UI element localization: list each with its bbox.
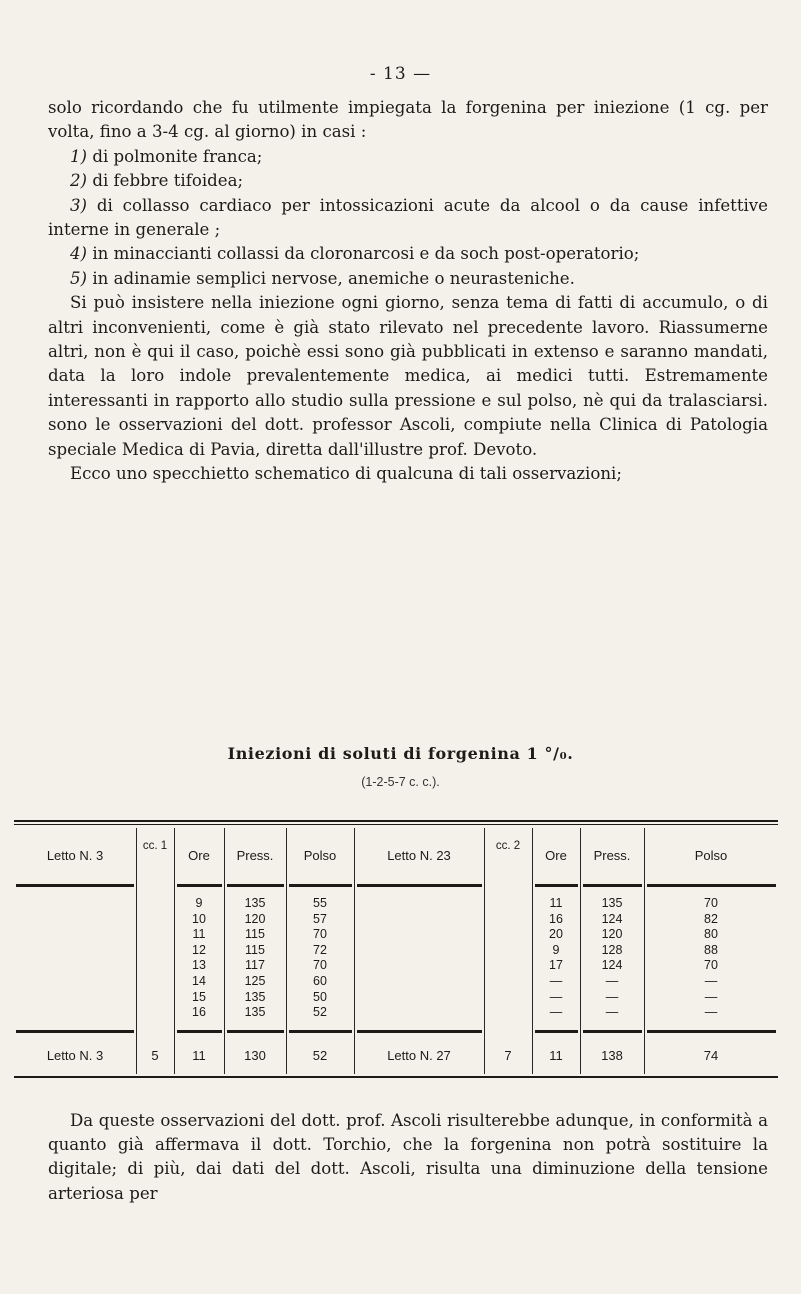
row-rule: [357, 1030, 482, 1033]
item-number: 3): [70, 195, 88, 215]
ore-column: 11 16 20 9 17 — — —: [549, 896, 563, 1020]
polso-column: 55 57 70 72 70 60 50 52: [313, 896, 327, 1020]
paragraph: Si può insistere nella iniezione ogni giorno, senza tema di fatti di accumulo, o di altri inconvenienti, come è già stato rilevato nel precedente lavoro. Riassumerne altri, non è qui il caso, poichè essi sono già pubblicati in extenso e saranno mandati, data la loro indole prevalentemente medica, ai medici tutti. Estremamente interessanti in rapporto allo studio sulla pressione e sul polso, nè qui da tralasciarsi. sono le osservazioni del dott. professor Ascoli, compiute nella Clinica di Patologia speciale Medica di Pavia, diretta dall'illustre prof. Devoto.: [48, 293, 768, 459]
item-number: 2): [70, 171, 88, 191]
header-press: Press.: [236, 848, 274, 863]
mid-press: 130: [244, 1048, 266, 1063]
header-cc-text: cc. 1: [142, 840, 168, 852]
ore-column: 9 10 11 12 13 14 15 16: [192, 896, 206, 1020]
row-rule: [583, 1030, 642, 1033]
header-letto: Letto N. 23: [387, 848, 451, 863]
column-divider: [136, 828, 137, 1074]
header-rule: [583, 884, 642, 887]
row-rule: [535, 1030, 578, 1033]
mid-polso: 74: [703, 1048, 719, 1063]
item-text: in adinamie semplici nervose, anemiche o neurasteniche.: [92, 268, 575, 288]
row-rule: [227, 1030, 284, 1033]
body-text: [48, 96, 768, 487]
item-number: 5): [70, 268, 88, 288]
conclusion-text: [48, 1092, 768, 1223]
item-text: di polmonite franca;: [92, 146, 263, 166]
mid-letto: Letto N. 27: [387, 1048, 451, 1063]
header-cc: [136, 840, 174, 853]
polso-column: 70 82 80 88 70 — — —: [704, 896, 718, 1020]
header-cc-text: cc. 2: [495, 840, 521, 852]
press-column: 135 120 115 115 117 125 135 135: [244, 896, 266, 1020]
item-text: di febbre tifoidea;: [92, 171, 244, 191]
mid-ore: 11: [192, 1048, 206, 1063]
paragraph: Ecco uno specchietto schematico di qualcuna di tali osservazioni;: [70, 464, 622, 484]
row-rule: [647, 1030, 776, 1033]
header-rule: [535, 884, 578, 887]
header-rule: [227, 884, 284, 887]
table-title: Iniezioni di soluti di forgenina 1 °/₀.: [227, 744, 574, 763]
mid-cc: 5: [151, 1048, 159, 1063]
header-rule: [647, 884, 776, 887]
header-rule: [16, 884, 134, 887]
row-rule: [177, 1030, 222, 1033]
mid-ore: 11: [549, 1048, 563, 1063]
header-polso: Polso: [694, 848, 728, 863]
table-top-rule: [14, 820, 778, 822]
mid-cc: 7: [504, 1048, 512, 1063]
column-divider: [484, 828, 485, 1074]
header-letto: Letto N. 3: [46, 848, 104, 863]
header-rule: [177, 884, 222, 887]
mid-press: 138: [601, 1048, 623, 1063]
header-press: Press.: [593, 848, 631, 863]
list-item: [48, 145, 768, 169]
mid-letto: Letto N. 3: [46, 1048, 104, 1063]
intro-paragraph: solo ricordando che fu utilmente impiegata la forgenina per iniezione (1 cg. per volta, fino a 3-4 cg. al giorno) in casi :: [48, 98, 768, 142]
header-ore: Ore: [545, 848, 567, 863]
item-number: 4): [70, 244, 88, 264]
press-column: 135 124 120 128 124 — — —: [601, 896, 623, 1020]
item-text: in minaccianti collassi da cloronarcosi e da soch post-operatorio;: [92, 244, 640, 264]
table-top-rule-2: [14, 824, 778, 825]
item-text: di collasso cardiaco per intossicazioni acute da alcool o da cause infettive interne in generale ;: [48, 195, 768, 240]
paragraph: Da queste osservazioni del dott. prof. Ascoli risulterebbe adunque, in conformità a quanto già affermava il dott. Torchio, che la forgenina non potrà sostituire la digitale; di più, dai dati del dott. Ascoli, risulta una diminuzione della tensione arteriosa per: [48, 1110, 768, 1203]
table-bottom-rule: [14, 1076, 778, 1078]
header-ore: Ore: [188, 848, 210, 863]
list-item: [48, 242, 768, 266]
page-number: - 13 —: [369, 64, 432, 84]
mid-polso: 52: [312, 1048, 328, 1063]
header-rule: [289, 884, 352, 887]
list-item: [48, 267, 768, 291]
data-table: [14, 820, 778, 1079]
column-divider: [354, 828, 355, 1074]
list-item: [48, 169, 768, 193]
row-rule: [16, 1030, 134, 1033]
header-polso: Polso: [303, 848, 337, 863]
header-rule: [357, 884, 482, 887]
item-number: 1): [70, 146, 88, 166]
table-subtitle: (1-2-5-7 c. c.).: [361, 775, 440, 789]
header-cc: [484, 840, 532, 853]
row-rule: [289, 1030, 352, 1033]
list-item: [48, 194, 768, 243]
